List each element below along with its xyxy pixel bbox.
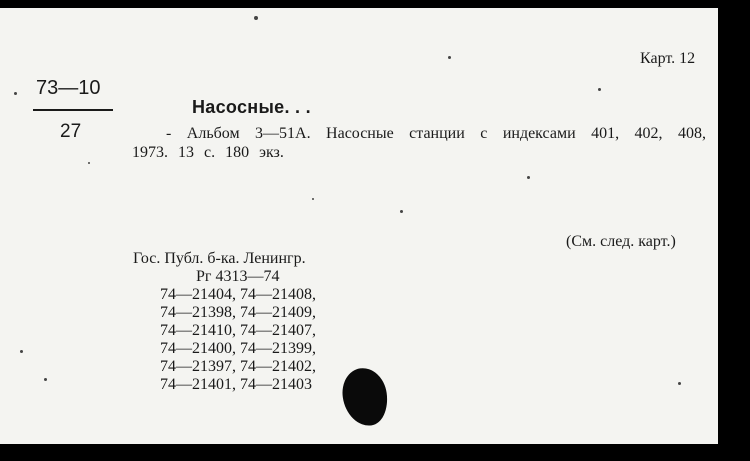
scan-speck (88, 162, 90, 164)
description-line-1: - Альбом 3—51А. Насосные станции с индексами 401, 402, 408, (166, 125, 706, 142)
catalog-card (0, 8, 718, 444)
classification-index: 73—10 (36, 77, 101, 99)
scan-speck (400, 210, 403, 213)
card-heading: Насосные. . . (192, 97, 311, 117)
accession-numbers-line: 74—21401, 74—21403 (160, 376, 312, 393)
classification-divider (33, 109, 113, 111)
description-line-2: 1973. 13 с. 180 экз. (132, 144, 284, 161)
scan-speck (527, 176, 530, 179)
scan-speck (14, 92, 17, 95)
see-next-card-note: (См. след. карт.) (566, 233, 676, 250)
accession-numbers-line: 74—21397, 74—21402, (160, 358, 316, 375)
card-number: Карт. 12 (640, 50, 696, 67)
accession-numbers-line: 74—21400, 74—21399, (160, 340, 316, 357)
accession-numbers-line: 74—21410, 74—21407, (160, 322, 316, 339)
scan-speck (448, 56, 451, 59)
scan-speck (598, 88, 601, 91)
accession-numbers-line: 74—21404, 74—21408, (160, 286, 316, 303)
ink-blot (339, 365, 391, 429)
scan-speck (20, 350, 23, 353)
shelfmark: Рг 4313—74 (196, 268, 280, 285)
scan-speck (44, 378, 47, 381)
scan-speck (254, 16, 258, 20)
scan-speck (678, 382, 681, 385)
author-mark: 27 (60, 121, 82, 142)
library-holding: Гос. Публ. б-ка. Ленингр. (133, 250, 306, 267)
accession-numbers-line: 74—21398, 74—21409, (160, 304, 316, 321)
scan-speck (312, 198, 314, 200)
